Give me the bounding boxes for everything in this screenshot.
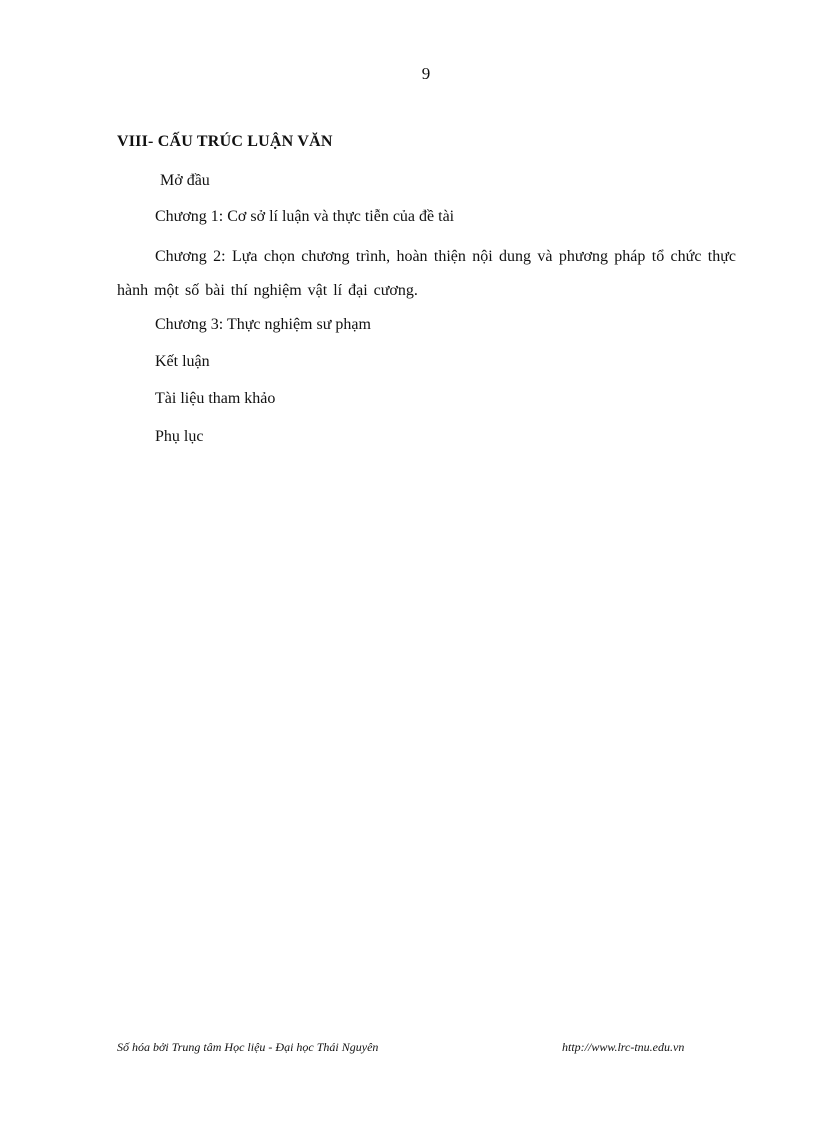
footer-url: http://www.lrc-tnu.edu.vn [562,1040,685,1054]
page-number: 9 [421,64,431,83]
outline-intro: Mở đầu [160,172,210,189]
footer-digitized-by: Số hóa bởi Trung tâm Học liệu - Đại học Thái Nguyên [117,1040,379,1054]
outline-chapter-2: Chương 2: Lựa chọn chương trình, hoàn thiện nội dung và phương pháp tổ chức thực hành một số bài thí nghiệm vật lí đại cương. [117,248,736,299]
outline-conclusion: Kết luận [155,353,210,370]
outline-chapter-3: Chương 3: Thực nghiệm sư phạm [155,316,371,333]
outline-appendix: Phụ lục [155,428,204,445]
section-heading: VIII- CẤU TRÚC LUẬN VĂN [117,133,333,150]
outline-chapter-1: Chương 1: Cơ sở lí luận và thực tiễn của đề tài [155,208,455,225]
outline-references: Tài liệu tham khảo [155,390,276,407]
